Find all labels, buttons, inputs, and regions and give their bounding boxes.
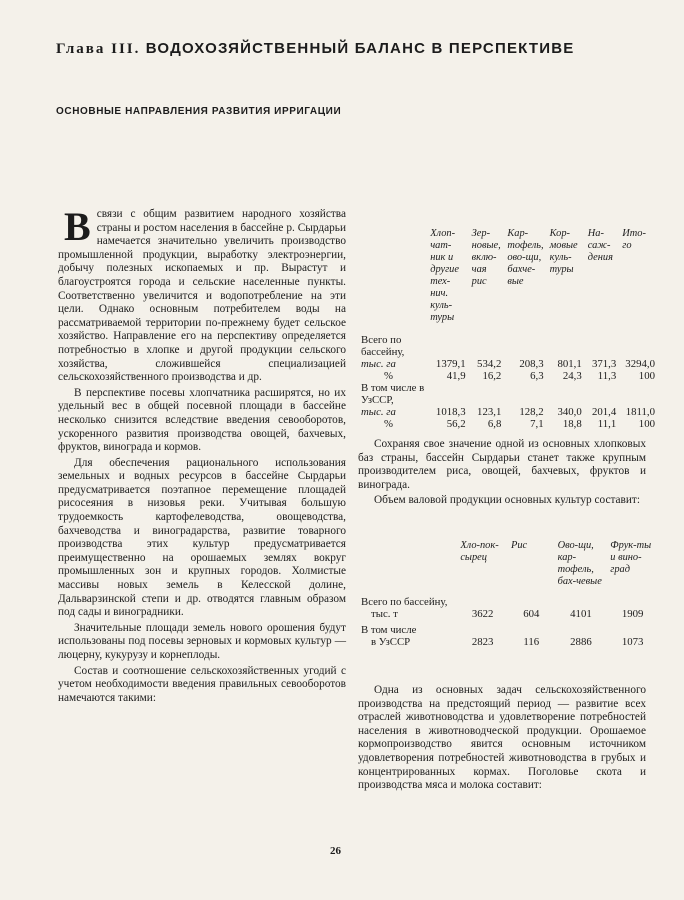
- table-cell: 18,8: [562, 418, 582, 430]
- table-cell: 371,3: [591, 358, 617, 370]
- right-column-lower: [358, 684, 646, 795]
- table-cell: 16,2: [482, 370, 502, 382]
- table-cell: 116: [523, 636, 540, 648]
- table-header: Зер-новые, вклю-чая рис: [471, 228, 501, 287]
- row-unit: в УзССР: [371, 636, 411, 648]
- table-header: Кор-мовые куль-туры: [549, 228, 578, 275]
- paragraph-1-text: связи с общим развитием народного хозяйства страны и ростом населения в бассейне р. Сырдарьи намечается значительно увеличить производство промышленной продукции, выработку электроэнергии, добычу полезных ископаемых и пр. Вырастут и благоустроятся города и сельские населенные пункты. Соответственно увеличится и водопотребление на эти цели. Однако основным потребителем воды на рассматриваемой территории по-прежнему будет сельское хозяйство. Направление его на перспективу определяется потребностью в хлопке и другой продукции сельского хозяйства, сложившейся специализацией сельскохозяйственного производства и др.: [58, 208, 346, 384]
- table-cell: 3622: [471, 608, 494, 620]
- drop-cap: В: [64, 204, 91, 249]
- table-cell: 1073: [621, 636, 644, 648]
- paragraph-3: Для обеспечения рационального использования земельных и водных ресурсов в бассейне Сырдарьи предусматривается поэтапное перемещение площадей рисосеяния в низовья реки. Учитывая большую трудоемкость картофелеводства, овощеводства, бахчеводства и виноградарства, развитие товарного производства этих культур предусматривается преимущественно на орошаемых землях вокруг промышленных зон и крупных городов. Холмистые массивы новых земель в Келесской долине, Дальварзинской степи и др. отводятся главным образом под сады и виноградники.: [58, 456, 346, 619]
- table-row: [358, 382, 658, 418]
- table-header: Хло-пок-сырец: [460, 540, 499, 563]
- paragraph-1: [58, 204, 346, 385]
- table-row: [358, 596, 658, 620]
- right-column-upper: [358, 438, 646, 510]
- paragraph-2: В перспективе посевы хлопчатника расширятся, но их удельный вес в общей посевной площади в бассейне несколько снизится вследствие введения севооборотов, ускоренного развития производства овощей, бахчевых, фруктов, винограда и кормов.: [58, 386, 346, 454]
- table-cell: 3294,0: [625, 358, 655, 370]
- table-header: Кар-тофель, ово-щи, бахче-вые: [507, 228, 544, 287]
- table-cell: 6,3: [530, 370, 544, 382]
- table-cell: 41,9: [446, 370, 466, 382]
- table-header: Хлоп-чат-ник и другие тех-нич. куль-туры: [430, 228, 459, 323]
- page-number: 26: [330, 845, 341, 857]
- table-cell: 534,2: [477, 358, 502, 370]
- table-cell: 1018,3: [435, 406, 466, 418]
- chapter-heading: [56, 40, 616, 58]
- row-label: Всего по бассейну,: [361, 334, 405, 358]
- table-cell: 1909: [621, 608, 644, 620]
- table-header: Ово-щи, кар-тофель, бах-чевые: [557, 540, 602, 587]
- chapter-title: ВОДОХОЗЯЙСТВЕННЫЙ БАЛАНС В ПЕРСПЕКТИВЕ: [145, 40, 575, 57]
- paragraph-7: Объем валовой продукции основных культур составит:: [374, 494, 641, 507]
- table-cell: 11,1: [597, 418, 617, 430]
- table-header-row: [358, 228, 658, 324]
- paragraph-6: Сохраняя свое значение одной из основных хлопковых баз страны, бассейн Сырдарьи станет также крупным производителем риса, овощей, бахчевых, фруктов и винограда.: [358, 438, 646, 491]
- table-header: На-саж-дения: [587, 228, 613, 263]
- table-cell: 2823: [471, 636, 494, 648]
- chapter-label: Глава III.: [56, 41, 141, 57]
- table-header: Рис: [510, 540, 528, 551]
- section-heading: ОСНОВНЫЕ НАПРАВЛЕНИЯ РАЗВИТИЯ ИРРИГАЦИИ: [56, 106, 342, 117]
- row-unit: %: [384, 370, 393, 382]
- table-cell: 201,4: [591, 406, 617, 418]
- table-cell: 24,3: [562, 370, 582, 382]
- row-unit: тыс. га: [361, 406, 396, 418]
- left-column: [58, 204, 346, 707]
- table-header-row: [358, 540, 658, 596]
- table-cell: 1379,1: [435, 358, 466, 370]
- table-cell: 100: [638, 418, 655, 430]
- row-label: В том числе: [361, 624, 417, 636]
- table-cell: 1811,0: [625, 406, 655, 418]
- table-row: [358, 624, 658, 648]
- paragraph-4: Значительные площади земель нового орошения будут использованы под посевы зерновых и кормовых культур — люцерну, кукурузу и корнеплоды.: [58, 621, 346, 661]
- table-cell: 128,2: [519, 406, 544, 418]
- table-cell: 6,8: [487, 418, 502, 430]
- row-unit: тыс. га: [361, 358, 396, 370]
- land-use-table: [358, 228, 658, 430]
- table-cell: 340,0: [557, 406, 582, 418]
- row-label: В том числе в УзССР,: [361, 382, 425, 406]
- table-header: Ито-го: [622, 228, 646, 251]
- table-cell: 2886: [570, 636, 592, 648]
- table-cell: 4101: [570, 608, 592, 620]
- table-cell: 801,1: [557, 358, 582, 370]
- table-row: [358, 418, 658, 430]
- gross-output-table: [358, 540, 658, 648]
- table-row: [358, 334, 658, 370]
- table-cell: 56,2: [446, 418, 466, 430]
- table-cell: 604: [523, 608, 540, 620]
- table-cell: 208,3: [519, 358, 544, 370]
- table-cell: 123,1: [477, 406, 502, 418]
- table-cell: 11,3: [597, 370, 617, 382]
- row-unit: тыс. т: [371, 608, 398, 620]
- paragraph-8: Одна из основных задач сельскохозяйственного производства на предстоящий период — развитие всех отраслей животноводства и удовлетворение потребностей населения в животноводческой продукции. Орошаемое кормопроизводство явится основным источником удовлетворения потребностей животноводства в грубых и концентрированных кормах. Поголовье скота и производства мяса и молока составит:: [358, 684, 646, 792]
- table-row: [358, 370, 658, 382]
- row-label: Всего по бассейну,: [361, 596, 448, 608]
- paragraph-5: Состав и соотношение сельскохозяйственных угодий с учетом необходимости введения правильных севооборотов намечаются такими:: [58, 664, 346, 704]
- table-header: Фрук-ты и вино-град: [610, 540, 652, 575]
- row-unit: %: [384, 418, 393, 430]
- table-cell: 7,1: [530, 418, 544, 430]
- table-cell: 100: [638, 370, 655, 382]
